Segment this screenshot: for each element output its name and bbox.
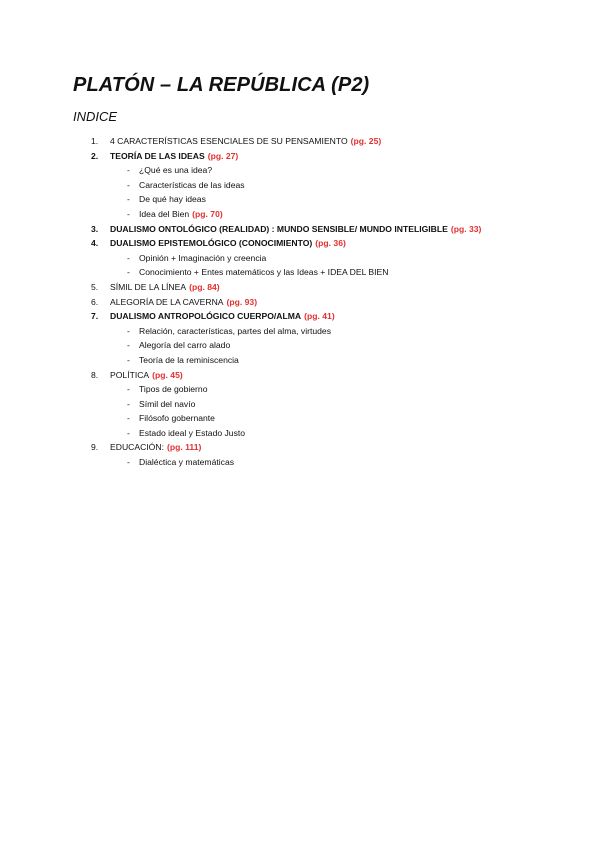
dash-bullet: -: [127, 340, 130, 351]
toc-subitem: [0, 163, 599, 178]
table-of-contents: [0, 134, 599, 470]
toc-item-text: [110, 222, 481, 237]
toc-subitem-text: [139, 397, 195, 412]
toc-item-label: TEORÍA DE LAS IDEAS: [110, 150, 205, 161]
dash-bullet: -: [127, 457, 130, 468]
dash-bullet: -: [127, 325, 130, 336]
toc-item-number: 1.: [91, 136, 99, 146]
toc-subitem-text: [139, 192, 206, 207]
toc-item-number: 6.: [91, 296, 99, 307]
toc-item-text: [110, 295, 257, 310]
toc-item-text: [110, 440, 201, 455]
toc-item: [0, 295, 599, 310]
toc-item-number: 2.: [91, 150, 99, 161]
toc-item-label: DUALISMO EPISTEMOLÓGICO (CONOCIMIENTO): [110, 238, 313, 249]
toc-subitem: [0, 455, 599, 470]
toc-subitem: [0, 382, 599, 397]
toc-item: [0, 280, 599, 295]
toc-subitem-text: [139, 207, 223, 222]
toc-subitem-text: [139, 353, 239, 368]
toc-subitem-label: Opinión + Imaginación y creencia: [139, 252, 267, 263]
dash-bullet: -: [127, 354, 130, 365]
toc-item-label: DUALISMO ONTOLÓGICO (REALIDAD) : MUNDO SENSIBLE/ MUNDO INTELIGIBLE: [110, 223, 448, 234]
page-reference: (pg. 27): [207, 150, 239, 161]
toc-subitem: [0, 338, 599, 353]
document-title: PLATÓN – LA REPÚBLICA (P2): [73, 74, 370, 96]
toc-subitem-text: [139, 178, 245, 193]
toc-item: [0, 134, 599, 149]
toc-item: [0, 440, 599, 455]
toc-item-number: 8.: [91, 369, 99, 380]
toc-subitem-text: [139, 426, 245, 441]
toc-subitem-text: [139, 324, 331, 339]
toc-subitem-text: [139, 251, 266, 266]
toc-item-text: [110, 309, 335, 324]
toc-subitem-text: [139, 382, 207, 397]
toc-subitem-label: Teoría de la reminiscencia: [139, 354, 239, 365]
toc-subitem-text: [139, 163, 212, 178]
toc-subitem: [0, 353, 599, 368]
dash-bullet: -: [127, 413, 130, 424]
toc-item: [0, 236, 599, 251]
toc-subitem: [0, 426, 599, 441]
toc-subitem-label: Características de las ideas: [139, 179, 245, 190]
toc-subitem: [0, 207, 599, 222]
toc-subitem: [0, 265, 599, 280]
toc-subitem-label: ¿Qué es una idea?: [139, 165, 213, 176]
toc-item-text: [110, 236, 346, 251]
toc-item-number: 9.: [91, 442, 99, 453]
toc-item: [0, 309, 599, 324]
page-reference: (pg. 70): [192, 208, 223, 219]
toc-subitem-text: [139, 265, 389, 280]
dash-bullet: -: [127, 165, 130, 176]
toc-subitem-label: Filósofo gobernante: [139, 413, 215, 424]
dash-bullet: -: [127, 427, 130, 438]
toc-subitem: [0, 192, 599, 207]
toc-subitem-label: Estado ideal y Estado Justo: [139, 427, 246, 438]
page-reference: (pg. 36): [315, 238, 346, 249]
toc-subitem-text: [139, 338, 230, 353]
toc-item-text: [110, 149, 238, 164]
toc-item: [0, 149, 599, 164]
toc-subitem-label: Idea del Bien: [139, 208, 190, 219]
page-reference: (pg. 33): [450, 223, 482, 234]
toc-item-label: EDUCACIÓN:: [110, 442, 164, 453]
toc-subitem: [0, 397, 599, 412]
toc-item-label: DUALISMO ANTROPOLÓGICO CUERPO/ALMA: [110, 311, 302, 322]
toc-subitem-label: Conocimiento + Entes matemáticos y las Ideas + IDEA DEL BIEN: [139, 267, 389, 278]
page-reference: (pg. 45): [152, 369, 183, 380]
page-reference: (pg. 111): [166, 442, 202, 453]
toc-subitem-text: [139, 411, 215, 426]
dash-bullet: -: [127, 398, 130, 409]
toc-item-text: [110, 280, 220, 295]
toc-subitem: [0, 251, 599, 266]
dash-bullet: -: [127, 208, 130, 219]
dash-bullet: -: [127, 179, 130, 190]
dash-bullet: -: [127, 267, 130, 278]
toc-subitem: [0, 178, 599, 193]
toc-subitem-label: Símil del navío: [139, 398, 196, 409]
toc-item-text: [110, 368, 183, 383]
toc-subitem-label: De qué hay ideas: [139, 194, 206, 205]
toc-item-label: 4 CARACTERÍSTICAS ESENCIALES DE SU PENSAMIENTO: [110, 136, 348, 146]
toc-subitem-text: [139, 455, 234, 470]
toc-item-number: 3.: [91, 223, 99, 234]
toc-item-label: POLÍTICA: [110, 369, 150, 380]
toc-item-label: ALEGORÍA DE LA CAVERNA: [110, 296, 224, 307]
toc-item-number: 5.: [91, 281, 99, 292]
toc-item-number: 4.: [91, 238, 99, 249]
toc-subitem-label: Relación, características, partes del alma, virtudes: [139, 325, 332, 336]
dash-bullet: -: [127, 384, 130, 395]
toc-subitem-label: Alegoría del carro alado: [139, 340, 231, 351]
page-reference: (pg. 93): [226, 296, 258, 307]
page-reference: (pg. 84): [189, 281, 220, 292]
toc-item-label: SÍMIL DE LA LÍNEA: [110, 281, 187, 292]
toc-subitem: [0, 411, 599, 426]
toc-item-number: 7.: [91, 311, 99, 322]
toc-item: [0, 368, 599, 383]
dash-bullet: -: [127, 252, 130, 263]
index-heading: INDICE: [73, 109, 118, 124]
toc-subitem-label: Dialéctica y matemáticas: [139, 457, 235, 468]
toc-subitem: [0, 324, 599, 339]
page-reference: (pg. 25): [350, 136, 382, 146]
toc-subitem-label: Tipos de gobierno: [139, 384, 208, 395]
toc-item-text: [110, 134, 381, 149]
dash-bullet: -: [127, 194, 130, 205]
toc-item: [0, 222, 599, 237]
page-reference: (pg. 41): [304, 311, 335, 322]
